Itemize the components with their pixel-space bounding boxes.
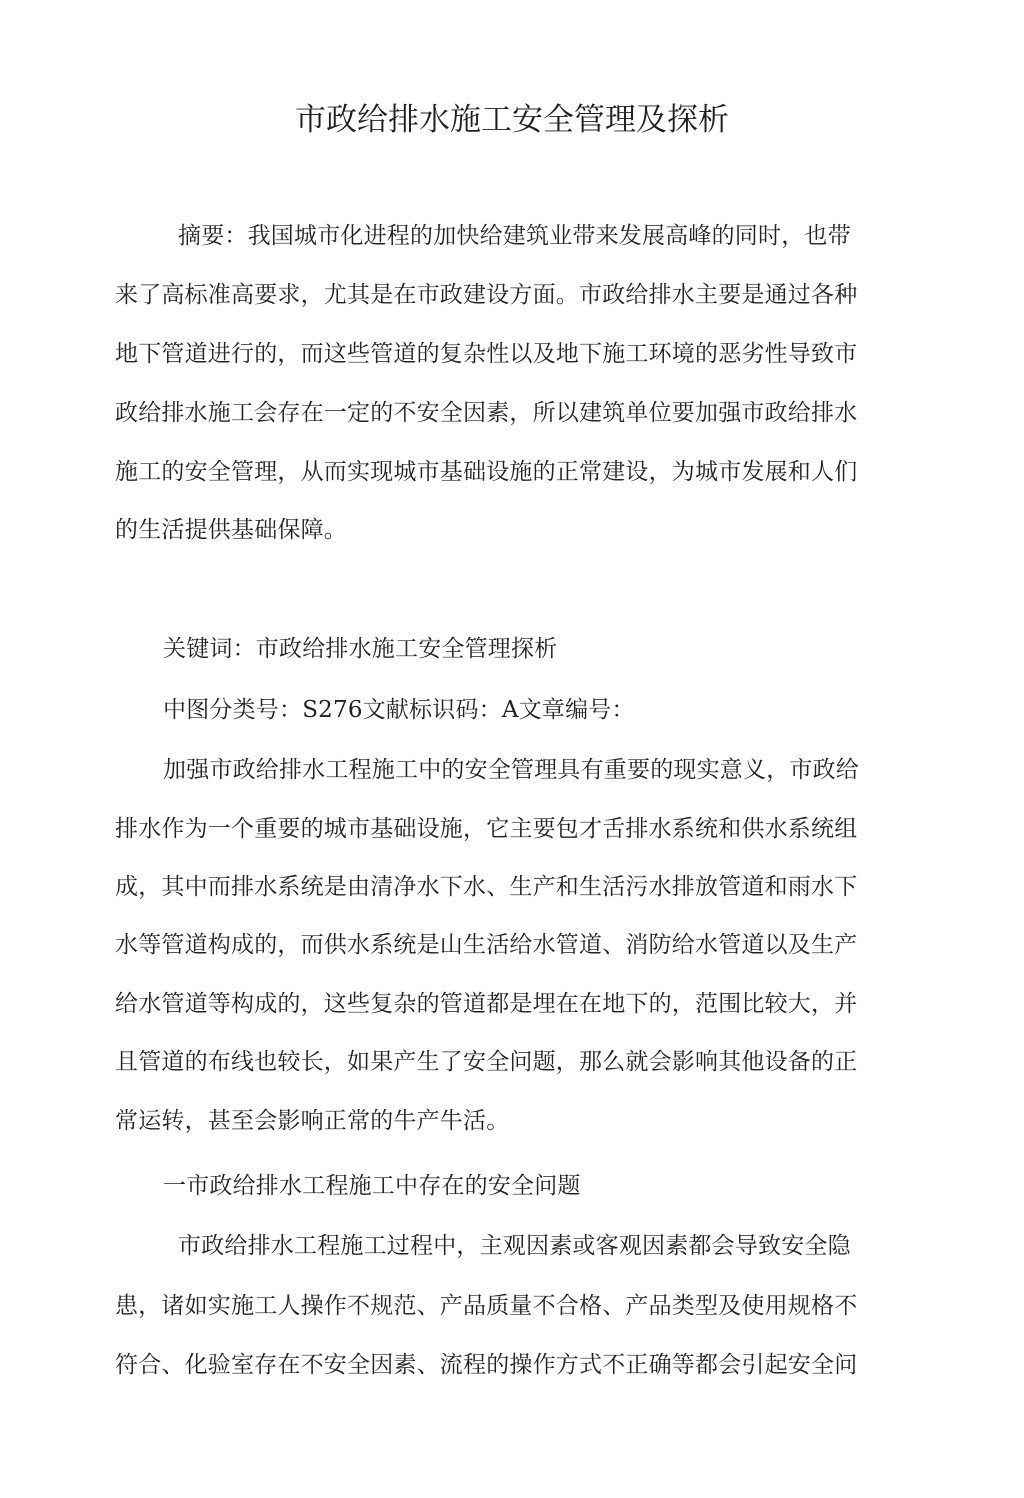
- body-line: 患，诸如实施工人操作不规范、产品质量不合格、产品类型及使用规格不: [115, 1293, 858, 1319]
- abstract-line: 地下管道进行的，而这些管道的复杂性以及地下施工环境的恶劣性导致市: [115, 341, 858, 367]
- abstract-line: 的生活提供基础保障。: [115, 517, 347, 543]
- body-line: 常运转，甚至会影响正常的牛产牛活。: [115, 1108, 510, 1134]
- body-line: 给水管道等构成的，这些复杂的管道都是埋在在地下的，范围比较大，并: [115, 991, 858, 1017]
- body-line: 且管道的布线也较长，如果产生了安全问题，那么就会影响其他设备的正: [115, 1049, 858, 1075]
- section-heading: 一市政给排水工程施工中存在的安全问题: [163, 1173, 581, 1199]
- body-line: 水等管道构成的，而供水系统是山生活给水管道、消防给水管道以及生产: [115, 932, 858, 958]
- body-line: 符合、化验室存在不安全因素、流程的操作方式不正确等都会引起安全问: [115, 1352, 858, 1378]
- document-title: 市政给排水施工安全管理及探析: [295, 102, 729, 138]
- abstract-line: 摘要：我国城市化进程的加快给建筑业带来发展高峰的同时，也带: [178, 223, 851, 249]
- body-line: 加强市政给排水工程施工中的安全管理具有重要的现实意义，市政给: [163, 757, 859, 783]
- classification-line: 中图分类号：S276文献标识码：A文章编号：: [163, 697, 635, 723]
- keywords-line: 关键词：市政给排水施工安全管理探析: [163, 636, 558, 662]
- abstract-line: 来了高标准高要求，尤其是在市政建设方面。市政给排水主要是通过各种: [115, 282, 858, 308]
- body-line: 排水作为一个重要的城市基础设施，它主要包才舌排水系统和供水系统组: [115, 816, 858, 842]
- abstract-line: 施工的安全管理，从而实现城市基础设施的正常建设，为城市发展和人们: [115, 459, 858, 485]
- abstract-line: 政给排水施工会存在一定的不安全因素，所以建筑单位要加强市政给排水: [115, 400, 858, 426]
- body-line: 市政给排水工程施工过程中，主观因素或客观因素都会导致安全隐: [178, 1233, 851, 1259]
- body-line: 成，其中而排水系统是由清净水下水、生产和生活污水排放管道和雨水下: [115, 874, 858, 900]
